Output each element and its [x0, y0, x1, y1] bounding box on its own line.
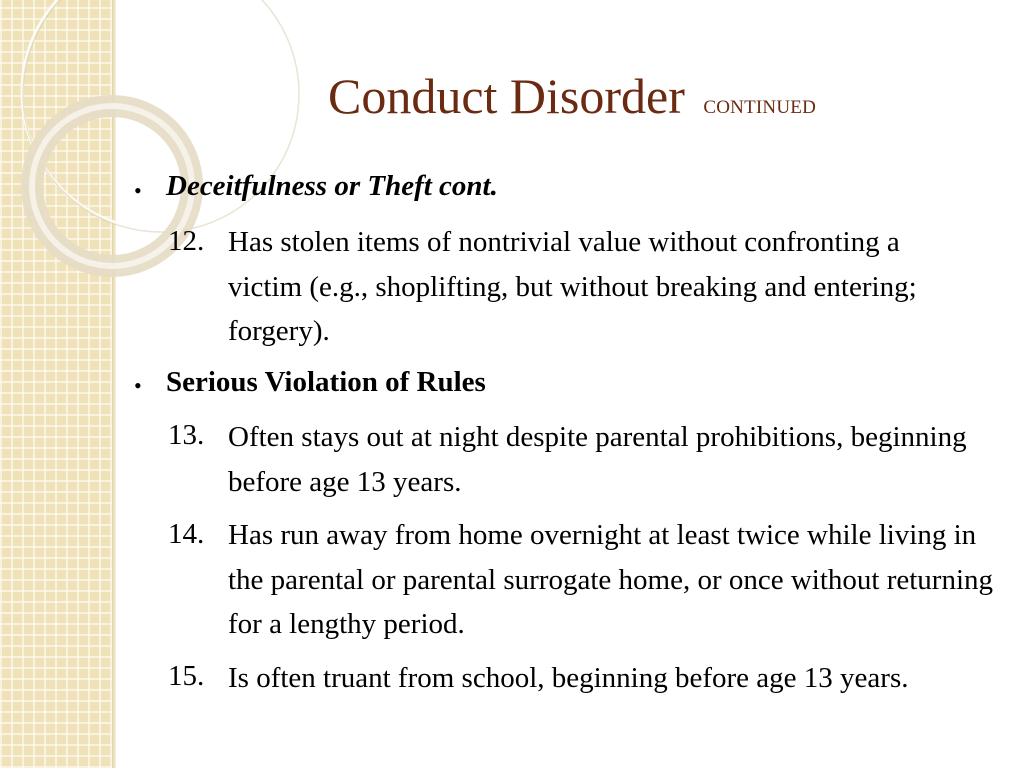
item-number-15: 15. — [168, 660, 205, 692]
bullet-2: • — [134, 373, 142, 398]
item-text-12: Has stolen items of nontrivial value without confronting a victim (e.g., shoplifting, but without breaking and entering; forgery). — [228, 226, 917, 347]
section-heading-serious-violation: Serious Violation of Rules — [166, 366, 486, 398]
item-text-14: Has run away from home overnight at least twice while living in the parental or parental surrogate home, or once without returning for a lengthy period. — [228, 519, 994, 640]
bullet-1: • — [134, 178, 142, 203]
item-number-13: 13. — [168, 419, 205, 451]
section-heading-deceitfulness: Deceitfulness or Theft cont. — [166, 170, 498, 202]
item-text-13: Often stays out at night despite parental prohibitions, beginning before age 13 years. — [228, 421, 967, 498]
item-number-14: 14. — [168, 518, 205, 550]
item-number-12: 12. — [168, 225, 205, 257]
item-text-15: Is often truant from school, beginning before age 13 years. — [228, 662, 909, 694]
title-main: Conduct Disorder — [327, 68, 685, 124]
title-subtitle: CONTINUED — [703, 97, 816, 118]
